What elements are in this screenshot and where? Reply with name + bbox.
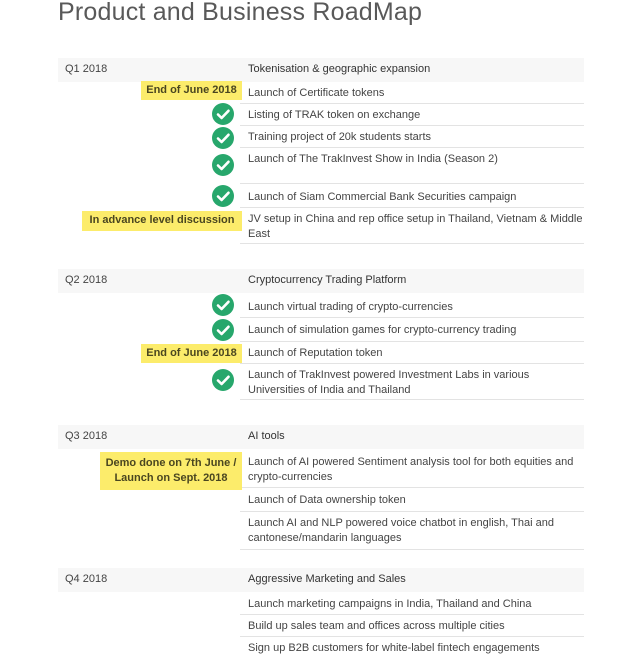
quarter-label: Q1 2018 [65,63,108,75]
roadmap-item-text: Launch of Data ownership token [248,494,406,506]
check-circle-icon [212,294,234,316]
check-circle-icon [212,127,234,149]
roadmap-item-text: Sign up B2B customers for white-label fintech engagements [248,642,540,654]
roadmap-item-text: Launch of simulation games for crypto-currency trading [248,324,517,336]
status-note: Demo done on 7th June / Launch on Sept. 2018 [100,452,242,490]
check-circle-icon [212,369,234,391]
roadmap-item-text: Launch of TrakInvest powered Investment Labs in various Universities of India and Thailand [248,369,530,396]
status-note: End of June 2018 [141,81,242,100]
roadmap-item-text: Launch marketing campaigns in India, Thailand and China [248,598,532,610]
check-circle-icon [212,319,234,341]
roadmap-item-text: Build up sales team and offices across multiple cities [248,620,505,632]
check-circle-icon [212,103,234,125]
check-circle-icon [212,185,234,207]
roadmap-item-text: Listing of TRAK token on exchange [248,109,421,121]
roadmap-item-text: Training project of 20k students starts [248,131,432,143]
quarter-header-q3 [58,425,584,449]
roadmap-item [240,592,584,615]
status-note: In advance level discussion [82,211,242,231]
roadmap-item [240,82,584,104]
roadmap-item-text: Launch of Siam Commercial Bank Securities campaign [248,191,517,203]
roadmap-item [240,148,584,184]
roadmap-item [240,364,584,400]
roadmap-item [240,342,584,364]
roadmap-item [240,126,584,148]
roadmap-item [240,615,584,637]
roadmap-item [240,184,584,208]
roadmap-item [240,488,584,512]
roadmap-item-text: Launch of AI powered Sentiment analysis tool for both equities and crypto-currencies [248,456,574,483]
quarter-header-q1 [58,58,584,82]
roadmap-item [240,104,584,126]
check-circle-icon [212,154,234,176]
roadmap-item-text: Launch AI and NLP powered voice chatbot in english, Thai and cantonese/mandarin languages [248,517,554,544]
roadmap-item [240,296,584,318]
roadmap-item [240,318,584,342]
roadmap-item-text: Launch virtual trading of crypto-currencies [248,301,453,313]
quarter-heading: AI tools [248,430,285,442]
quarter-heading: Tokenisation & geographic expansion [248,63,431,75]
roadmap-item-text: Launch of Certificate tokens [248,87,385,99]
quarter-heading: Cryptocurrency Trading Platform [248,274,407,286]
roadmap-item-text: JV setup in China and rep office setup in Thailand, Vietnam & Middle East [248,213,583,240]
roadmap-item [240,637,584,659]
status-note: End of June 2018 [141,344,242,363]
roadmap-item [240,208,584,244]
roadmap-item-text: Launch of Reputation token [248,347,383,359]
quarter-header-q2 [58,269,584,293]
page-title: Product and Business RoadMap [58,0,423,26]
roadmap-item [240,450,584,488]
quarter-heading: Aggressive Marketing and Sales [248,573,406,585]
quarter-label: Q4 2018 [65,573,108,585]
roadmap-item-text: Launch of The TrakInvest Show in India (Season 2) [248,153,498,165]
roadmap-item [240,512,584,550]
quarter-label: Q2 2018 [65,274,108,286]
quarter-header-q4 [58,568,584,592]
quarter-label: Q3 2018 [65,430,108,442]
